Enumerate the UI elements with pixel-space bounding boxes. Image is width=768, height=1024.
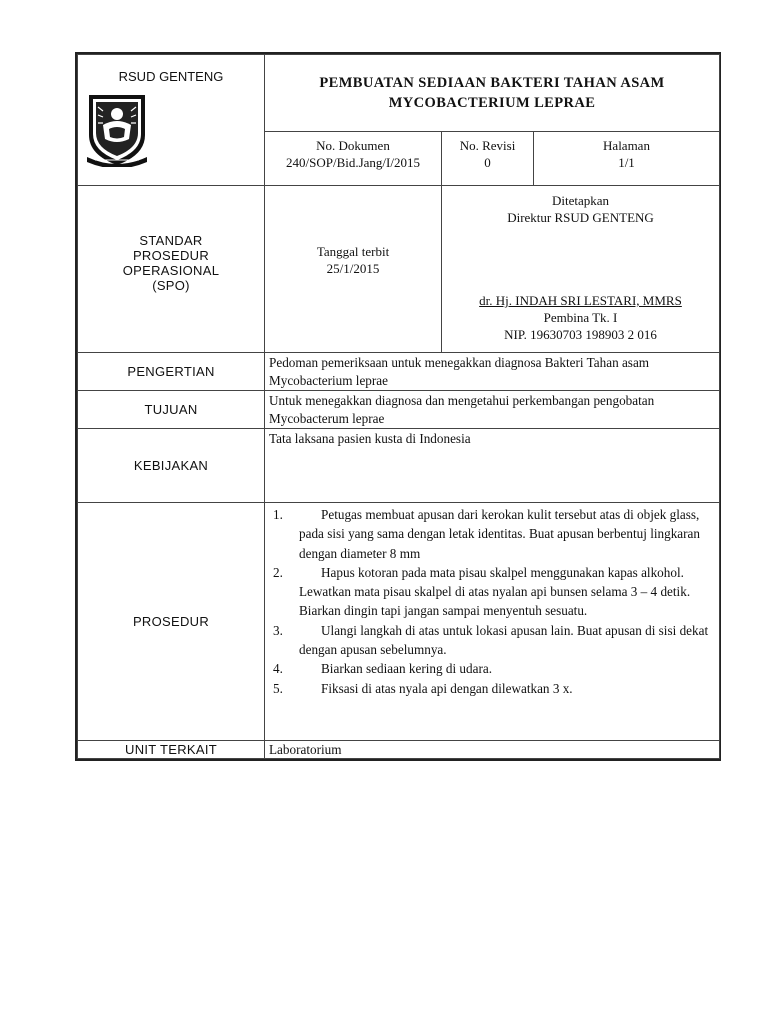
doc-number-label: No. Dokumen (316, 138, 390, 154)
prosedur-step-number: 4. (273, 661, 283, 677)
prosedur-list (273, 505, 713, 698)
unit-text: Laboratorium (265, 741, 720, 759)
prosedur-label: PROSEDUR (78, 503, 265, 741)
document-title-line2: MYCOBACTERIUM LEPRAE (388, 94, 596, 111)
revision-label: No. Revisi (459, 138, 516, 154)
pengertian-text: Pedoman pemeriksaan untuk menegakkan diagnosa Bakteri Tahan asam Mycobacterium leprae (265, 353, 720, 391)
prosedur-step-text: Hapus kotoran pada mata pisau skalpel menggunakan kapas alkohol. Lewatkan mata pisau skalpel di atas nyalan api bunsen selama 3 – 4 detik. Biarkan dingin tapi jangan sampai menyentuh sesuatu. (299, 564, 691, 619)
approval-cell (442, 186, 720, 353)
tujuan-label: TUJUAN (78, 391, 265, 429)
spo-line4: (SPO) (152, 278, 190, 293)
signer-nip: NIP. 19630703 198903 2 016 (504, 327, 657, 342)
prosedur-step-text: Petugas membuat apusan dari kerokan kulit tersebut atas di objek glass, pada sisi yang sama dengan letak identitas. Buat apusan berbentuj lingkaran dengan diameter 8 mm (299, 507, 701, 561)
issue-date-label: Tanggal terbit (316, 244, 390, 259)
org-name: RSUD GENTENG (118, 69, 224, 84)
doc-number-cell (265, 131, 442, 185)
doc-number-value: 240/SOP/Bid.Jang/I/2015 (286, 155, 420, 171)
spo-label-cell (78, 186, 265, 353)
prosedur-step-text: Biarkan sediaan kering di udara. (321, 661, 493, 677)
kebijakan-text: Tata laksana pasien kusta di Indonesia (265, 429, 720, 503)
page-value: 1/1 (618, 155, 635, 171)
spo-line3: OPERASIONAL (122, 263, 220, 278)
issue-date-cell (265, 186, 442, 353)
approved-label: Ditetapkan (551, 193, 610, 208)
prosedur-step-number: 5. (273, 680, 283, 696)
prosedur-step (273, 505, 713, 563)
approved-by: Direktur RSUD GENTENG (507, 210, 654, 225)
spo-table (77, 54, 720, 759)
signer-rank: Pembina Tk. I (543, 310, 618, 325)
prosedur-step-number: 2. (273, 564, 283, 580)
spo-document (75, 52, 721, 761)
prosedur-step-text: Fiksasi di atas nyala api dengan dilewatkan 3 x. (321, 680, 573, 696)
spo-line2: PROSEDUR (132, 248, 210, 263)
spo-line1: STANDAR (139, 233, 203, 248)
kebijakan-label: KEBIJAKAN (78, 429, 265, 503)
prosedur-step (273, 659, 713, 678)
unit-label: UNIT TERKAIT (78, 741, 265, 759)
page-label: Halaman (603, 138, 650, 154)
pengertian-label: PENGERTIAN (78, 353, 265, 391)
page-cell (534, 131, 720, 185)
prosedur-step (273, 563, 713, 621)
prosedur-step-number: 3. (273, 622, 283, 638)
regency-logo-icon (83, 87, 151, 167)
revision-value: 0 (484, 155, 491, 171)
tujuan-text: Untuk menegakkan diagnosa dan mengetahui perkembangan pengobatan Mycobacterum leprae (265, 391, 720, 429)
signer-name: dr. Hj. INDAH SRI LESTARI, MMRS (479, 293, 682, 308)
prosedur-step (273, 621, 713, 660)
prosedur-cell (265, 503, 720, 741)
prosedur-step (273, 679, 713, 698)
revision-cell (442, 131, 534, 185)
issue-date-value: 25/1/2015 (326, 261, 380, 276)
org-cell (78, 55, 265, 186)
document-title-cell (265, 55, 720, 132)
document-title-line1: PEMBUATAN SEDIAAN BAKTERI TAHAN ASAM (319, 74, 665, 91)
prosedur-step-number: 1. (273, 507, 283, 522)
prosedur-step-text: Ulangi langkah di atas untuk lokasi apusan lain. Buat apusan di sisi dekat dengan apusan sebelumnya. (299, 622, 709, 658)
